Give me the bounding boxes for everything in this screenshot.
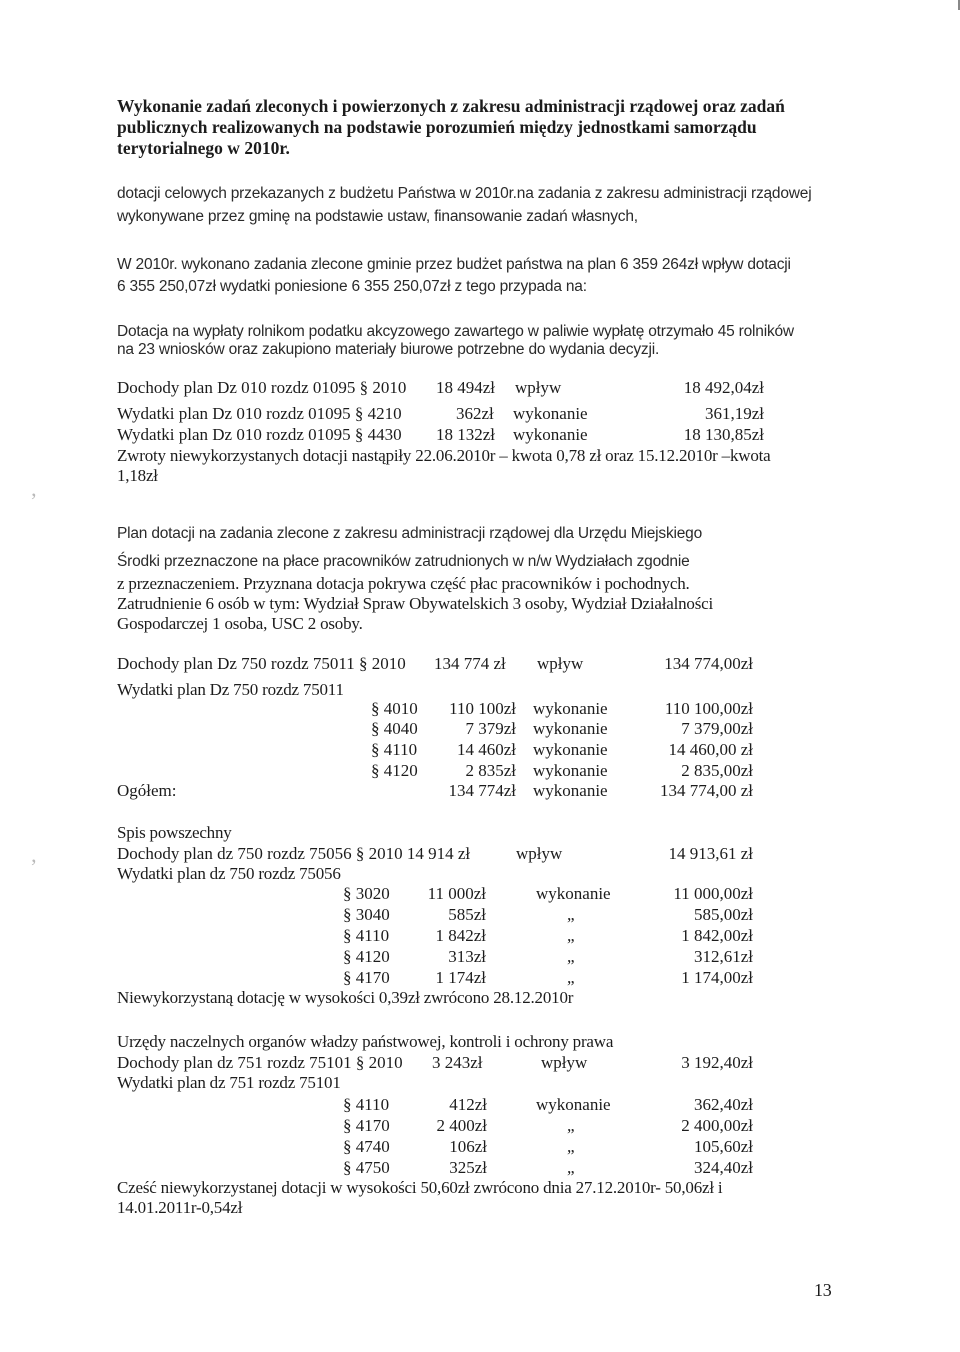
excise-returns-2: 1,18zł [117,466,158,485]
excise-row-plan: 18 132zł [436,425,496,444]
offices-expense-label: Wydatki plan dz 751 rozdz 75101 [117,1073,341,1092]
excise-row-kind: wpływ [515,378,562,397]
urzad-income-plan: 134 774 zł [434,654,506,673]
urzad-income-amount: 134 774,00zł [664,654,753,673]
census-row-paragraph: § 3020 [343,884,390,903]
offices-row-paragraph: § 4110 [343,1095,390,1114]
offices-row-amount: 2 400,00zł [681,1116,753,1135]
urzad-total-plan: 134 774zł [448,781,516,800]
census-row-amount: 585,00zł [693,905,753,924]
census-expense-label: Wydatki plan dz 750 rozdz 75056 [117,864,341,883]
urzad-row-paragraph: § 4120 [371,761,418,780]
urzad-row-paragraph: § 4110 [371,740,418,759]
urzad-text-5: Gospodarczej 1 osoba, USC 2 osoby. [117,614,363,633]
urzad-row-paragraph: § 4010 [371,699,418,718]
offices-row-amount: 362,40zł [693,1095,753,1114]
urzad-row-plan: 7 379zł [465,719,516,738]
urzad-row-paragraph: § 4040 [371,719,418,738]
heading-line-1: Wykonanie zadań zleconych i powierzonych z zakresu administracji rządowej oraz zadań [117,96,785,116]
census-row-plan: 1 842zł [435,926,486,945]
offices-row-plan: 325zł [449,1158,487,1177]
intro-line-2: wykonywane przez gminę na podstawie ustaw, finansowanie zadań własnych, [117,208,638,225]
offices-row-amount: 324,40zł [693,1158,753,1177]
offices-row-paragraph: § 4170 [343,1116,390,1135]
census-income-kind: wpływ [516,844,563,863]
offices-row-plan: 412zł [449,1095,487,1114]
urzad-text-1: Plan dotacji na zadania zlecone z zakresu administracji rządowej dla Urzędu Miejskiego [117,525,703,542]
census-row-plan: 11 000zł [427,884,486,903]
urzad-text-4: Zatrudnienie 6 osób w tym: Wydział Spraw Obywatelskich 3 osoby, Wydział Działalności [117,594,714,613]
census-row-plan: 313zł [448,947,486,966]
census-row-paragraph: § 4170 [343,968,390,987]
urzad-row-amount: 2 835,00zł [681,761,753,780]
census-row-paragraph: § 4110 [343,926,390,945]
excise-row-desc: Dochody plan Dz 010 rozdz 01095 § 2010 [117,378,407,397]
scan-margin-mark: ’ [30,854,38,879]
excise-row-amount: 18 492,04zł [683,378,764,397]
excise-text-2: na 23 wniosków oraz zakupiono materiały biurowe potrzebne do wydania decyzji. [117,341,660,358]
offices-row-kind: wykonanie [536,1095,611,1114]
urzad-row-kind: wykonanie [533,761,608,780]
offices-income-amount: 3 192,40zł [681,1053,753,1072]
census-row-kind: wykonanie [536,884,611,903]
offices-note-1: Cześć niewykorzystanej dotacji w wysokości 50,60zł zwrócono dnia 27.12.2010r- 50,06zł i [117,1178,723,1197]
offices-income-desc: Dochody plan dz 751 rozdz 75101 § 2010 [117,1053,403,1072]
census-title: Spis powszechny [117,823,232,842]
urzad-row-amount: 110 100,00zł [664,699,753,718]
intro-line-1: dotacji celowych przekazanych z budżetu Państwa w 2010r.na zadania z zakresu administracji rządowej [117,185,812,202]
urzad-row-amount: 7 379,00zł [681,719,753,738]
census-row-amount: 312,61zł [693,947,753,966]
census-row-plan: 1 174zł [435,968,486,987]
census-row-kind: „ [567,905,575,924]
census-row-paragraph: § 4120 [343,947,390,966]
excise-text-1: Dotacja na wypłaty rolnikom podatku akcyzowego zawartego w paliwie wypłatę otrzymało 45 rolników [117,323,794,340]
urzad-total-kind: wykonanie [533,781,608,800]
urzad-text-2: Środki przeznaczone na płace pracowników zatrudnionych w n/w Wydziałach zgodnie [117,553,690,570]
offices-row-amount: 105,60zł [693,1137,753,1156]
offices-row-kind: „ [567,1158,575,1177]
census-row-paragraph: § 3040 [343,905,390,924]
heading-line-2: publicznych realizowanych na podstawie porozumień między jednostkami samorządu [117,117,757,137]
offices-title: Urzędy naczelnych organów władzy państwowej, kontroli i ochrony prawa [117,1032,614,1051]
excise-returns-1: Zwroty niewykorzystanych dotacji nastąpiły 22.06.2010r – kwota 0,78 zł oraz 15.12.2010r –kwota [117,446,771,465]
scan-margin-mark: ’ [30,488,38,513]
excise-row-plan: 362zł [456,404,494,423]
offices-row-kind: „ [567,1116,575,1135]
census-row-plan: 585zł [448,905,486,924]
census-row-amount: 11 000,00zł [673,884,753,903]
urzad-row-kind: wykonanie [533,719,608,738]
summary-line-2: 6 355 250,07zł wydatki poniesione 6 355 250,07zł z tego przypada na: [117,278,587,295]
urzad-total-label: Ogółem: [117,781,177,800]
census-income-amount: 14 913,61 zł [668,844,753,863]
census-row-amount: 1 842,00zł [681,926,753,945]
offices-income-plan: 3 243zł [432,1053,483,1072]
census-note: Niewykorzystaną dotację w wysokości 0,39zł zwrócono 28.12.2010r [117,988,574,1007]
offices-row-plan: 2 400zł [436,1116,487,1135]
offices-row-kind: „ [567,1137,575,1156]
excise-row-amount: 361,19zł [704,404,764,423]
offices-income-kind: wpływ [541,1053,588,1072]
census-row-kind: „ [567,968,575,987]
urzad-expense-label: Wydatki plan Dz 750 rozdz 75011 [117,680,344,699]
urzad-text-3: z przeznaczeniem. Przyznana dotacja pokrywa część płac pracowników i pochodnych. [117,574,690,593]
census-row-kind: „ [567,947,575,966]
urzad-row-amount: 14 460,00 zł [668,740,753,759]
summary-line-1: W 2010r. wykonano zadania zlecone gminie przez budżet państwa na plan 6 359 264zł wpływ dotacji [117,256,791,273]
urzad-row-plan: 14 460zł [456,740,516,759]
excise-row-desc: Wydatki plan Dz 010 rozdz 01095 § 4210 [117,404,402,423]
heading-line-3: terytorialnego w 2010r. [117,138,290,158]
offices-row-plan: 106zł [449,1137,487,1156]
excise-row-desc: Wydatki plan Dz 010 rozdz 01095 § 4430 [117,425,402,444]
excise-row-amount: 18 130,85zł [683,425,764,444]
excise-row-kind: wykonanie [513,425,588,444]
census-row-kind: „ [567,926,575,945]
excise-row-kind: wykonanie [513,404,588,423]
census-income-desc: Dochody plan dz 750 rozdz 75056 § 2010 14 914 zł [117,844,471,863]
urzad-row-kind: wykonanie [533,740,608,759]
page-number: 13 [814,1280,832,1300]
urzad-row-plan: 2 835zł [465,761,516,780]
urzad-row-plan: 110 100zł [449,699,516,718]
census-row-amount: 1 174,00zł [681,968,753,987]
offices-row-paragraph: § 4740 [343,1137,390,1156]
urzad-income-desc: Dochody plan Dz 750 rozdz 75011 § 2010 [117,654,406,673]
urzad-row-kind: wykonanie [533,699,608,718]
urzad-total-amount: 134 774,00 zł [659,781,753,800]
excise-row-plan: 18 494zł [436,378,496,397]
offices-row-paragraph: § 4750 [343,1158,390,1177]
urzad-income-kind: wpływ [537,654,584,673]
offices-note-2: 14.01.2011r-0,54zł [117,1198,243,1217]
